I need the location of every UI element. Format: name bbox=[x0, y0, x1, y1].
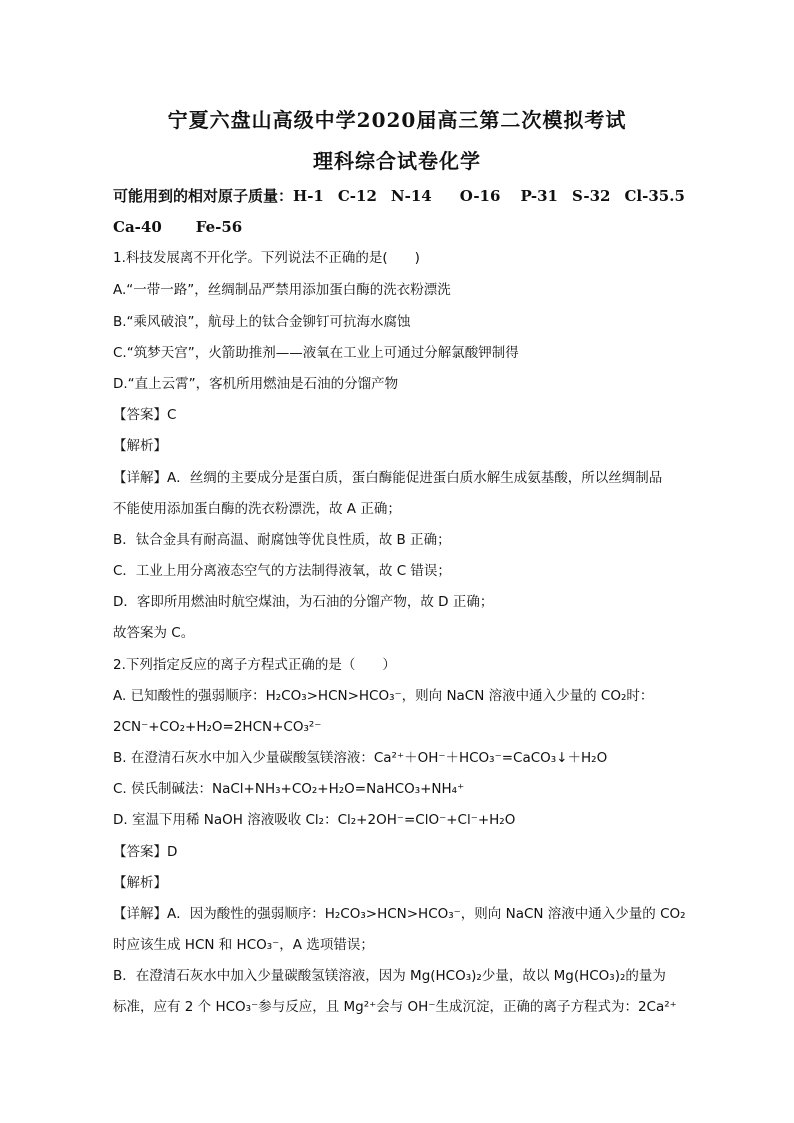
q2-option-b: B. 在澄清石灰水中加入少量碳酸氢镁溶液：Ca²⁺＋OH⁻＋HCO₃⁻=CaCO₃↓＋H₂O bbox=[113, 750, 608, 766]
mass-item: Fe-56 bbox=[195, 218, 243, 236]
q1-conclusion: 故答案为 C。 bbox=[113, 625, 195, 641]
q1-analysis-heading: 【解析】 bbox=[113, 438, 167, 454]
q2-detail-line: 【详解】A．因为酸性的强弱顺序：H₂CO₃>HCN>HCO₃⁻，则向 NaCN 溶液中通入少量的 CO₂ bbox=[113, 906, 686, 922]
q1-detail-line: 不能使用添加蛋白酶的洗衣粉漂洗，故 A 正确； bbox=[113, 501, 401, 517]
q2-option-a: A. 已知酸性的强弱顺序：H₂CO₃>HCN>HCO₃⁻，则向 NaCN 溶液中通入少量的 CO₂时： bbox=[113, 688, 654, 704]
q1-option-d: D.“直上云霄”，客机所用燃油是石油的分馏产物 bbox=[113, 376, 399, 392]
q1-detail-line: D．客即所用燃油时航空煤油，为石油的分馏产物，故 D 正确； bbox=[113, 594, 494, 610]
mass-item: Cl-35.5 bbox=[624, 187, 685, 205]
q1-detail-line: B．钛合金具有耐高温、耐腐蚀等优良性质，故 B 正确； bbox=[113, 532, 451, 548]
atomic-masses-line-1 bbox=[113, 186, 685, 206]
q2-option-c: C. 侯氏制碱法：NaCl+NH₃+CO₂+H₂O=NaHCO₃+NH₄⁺ bbox=[113, 781, 465, 797]
q1-option-a: A.“一带一路”，丝绸制品严禁用添加蛋白酶的洗衣粉漂洗 bbox=[113, 282, 451, 298]
exam-subtitle: 理科综合试卷化学 bbox=[313, 149, 481, 173]
q2-detail-line: 标准，应有 2 个 HCO₃⁻参与反应，且 Mg²⁺会与 OH⁻生成沉淀，正确的离子方程式为：2Ca²⁺ bbox=[113, 999, 677, 1015]
q2-detail-line: 时应该生成 HCN 和 HCO₃⁻，A 选项错误； bbox=[113, 937, 374, 953]
mass-item: C-12 bbox=[337, 187, 377, 205]
q2-option-d: D. 室温下用稀 NaOH 溶液吸收 Cl₂：Cl₂+2OH⁻=ClO⁻+Cl⁻+H₂O bbox=[113, 812, 516, 828]
q1-detail-line: 【详解】A．丝绸的主要成分是蛋白质，蛋白酶能促进蛋白质水解生成氨基酸，所以丝绸制品 bbox=[113, 470, 663, 486]
q1-stem: 1.科技发展离不开化学。下列说法不正确的是( ) bbox=[113, 250, 420, 266]
q1-answer: 【答案】C bbox=[113, 407, 177, 423]
mass-item: S-32 bbox=[572, 187, 611, 205]
mass-item: O-16 bbox=[459, 187, 501, 205]
mass-item: H-1 bbox=[293, 187, 324, 205]
q1-option-b: B.“乘风破浪”，航母上的钛合金铆钉可抗海水腐蚀 bbox=[113, 314, 411, 330]
mass-item: N-14 bbox=[390, 187, 432, 205]
mass-item: P-31 bbox=[520, 187, 558, 205]
atomic-masses-line-2 bbox=[113, 217, 242, 237]
q2-option-a-equation: 2CN⁻+CO₂+H₂O=2HCN+CO₃²⁻ bbox=[113, 719, 322, 735]
q2-analysis-heading: 【解析】 bbox=[113, 875, 167, 891]
q1-option-c: C.“筑梦天宫”，火箭助推剂——液氧在工业上可通过分解氯酸钾制得 bbox=[113, 345, 519, 361]
atomic-masses-label: 可能用到的相对原子质量： bbox=[113, 187, 294, 205]
exam-title: 宁夏六盘山高级中学2020届高三第二次模拟考试 bbox=[167, 108, 627, 132]
q2-answer: 【答案】D bbox=[113, 844, 178, 860]
mass-item: Ca-40 bbox=[113, 218, 162, 236]
q1-detail-line: C．工业上用分离液态空气的方法制得液氧，故 C 错误； bbox=[113, 563, 451, 579]
q2-detail-line: B．在澄清石灰水中加入少量碳酸氢镁溶液，因为 Mg(HCO₃)₂少量，故以 Mg(HCO₃)₂的量为 bbox=[113, 968, 666, 984]
q2-stem: 2.下列指定反应的离子方程式正确的是（ ） bbox=[113, 657, 396, 673]
